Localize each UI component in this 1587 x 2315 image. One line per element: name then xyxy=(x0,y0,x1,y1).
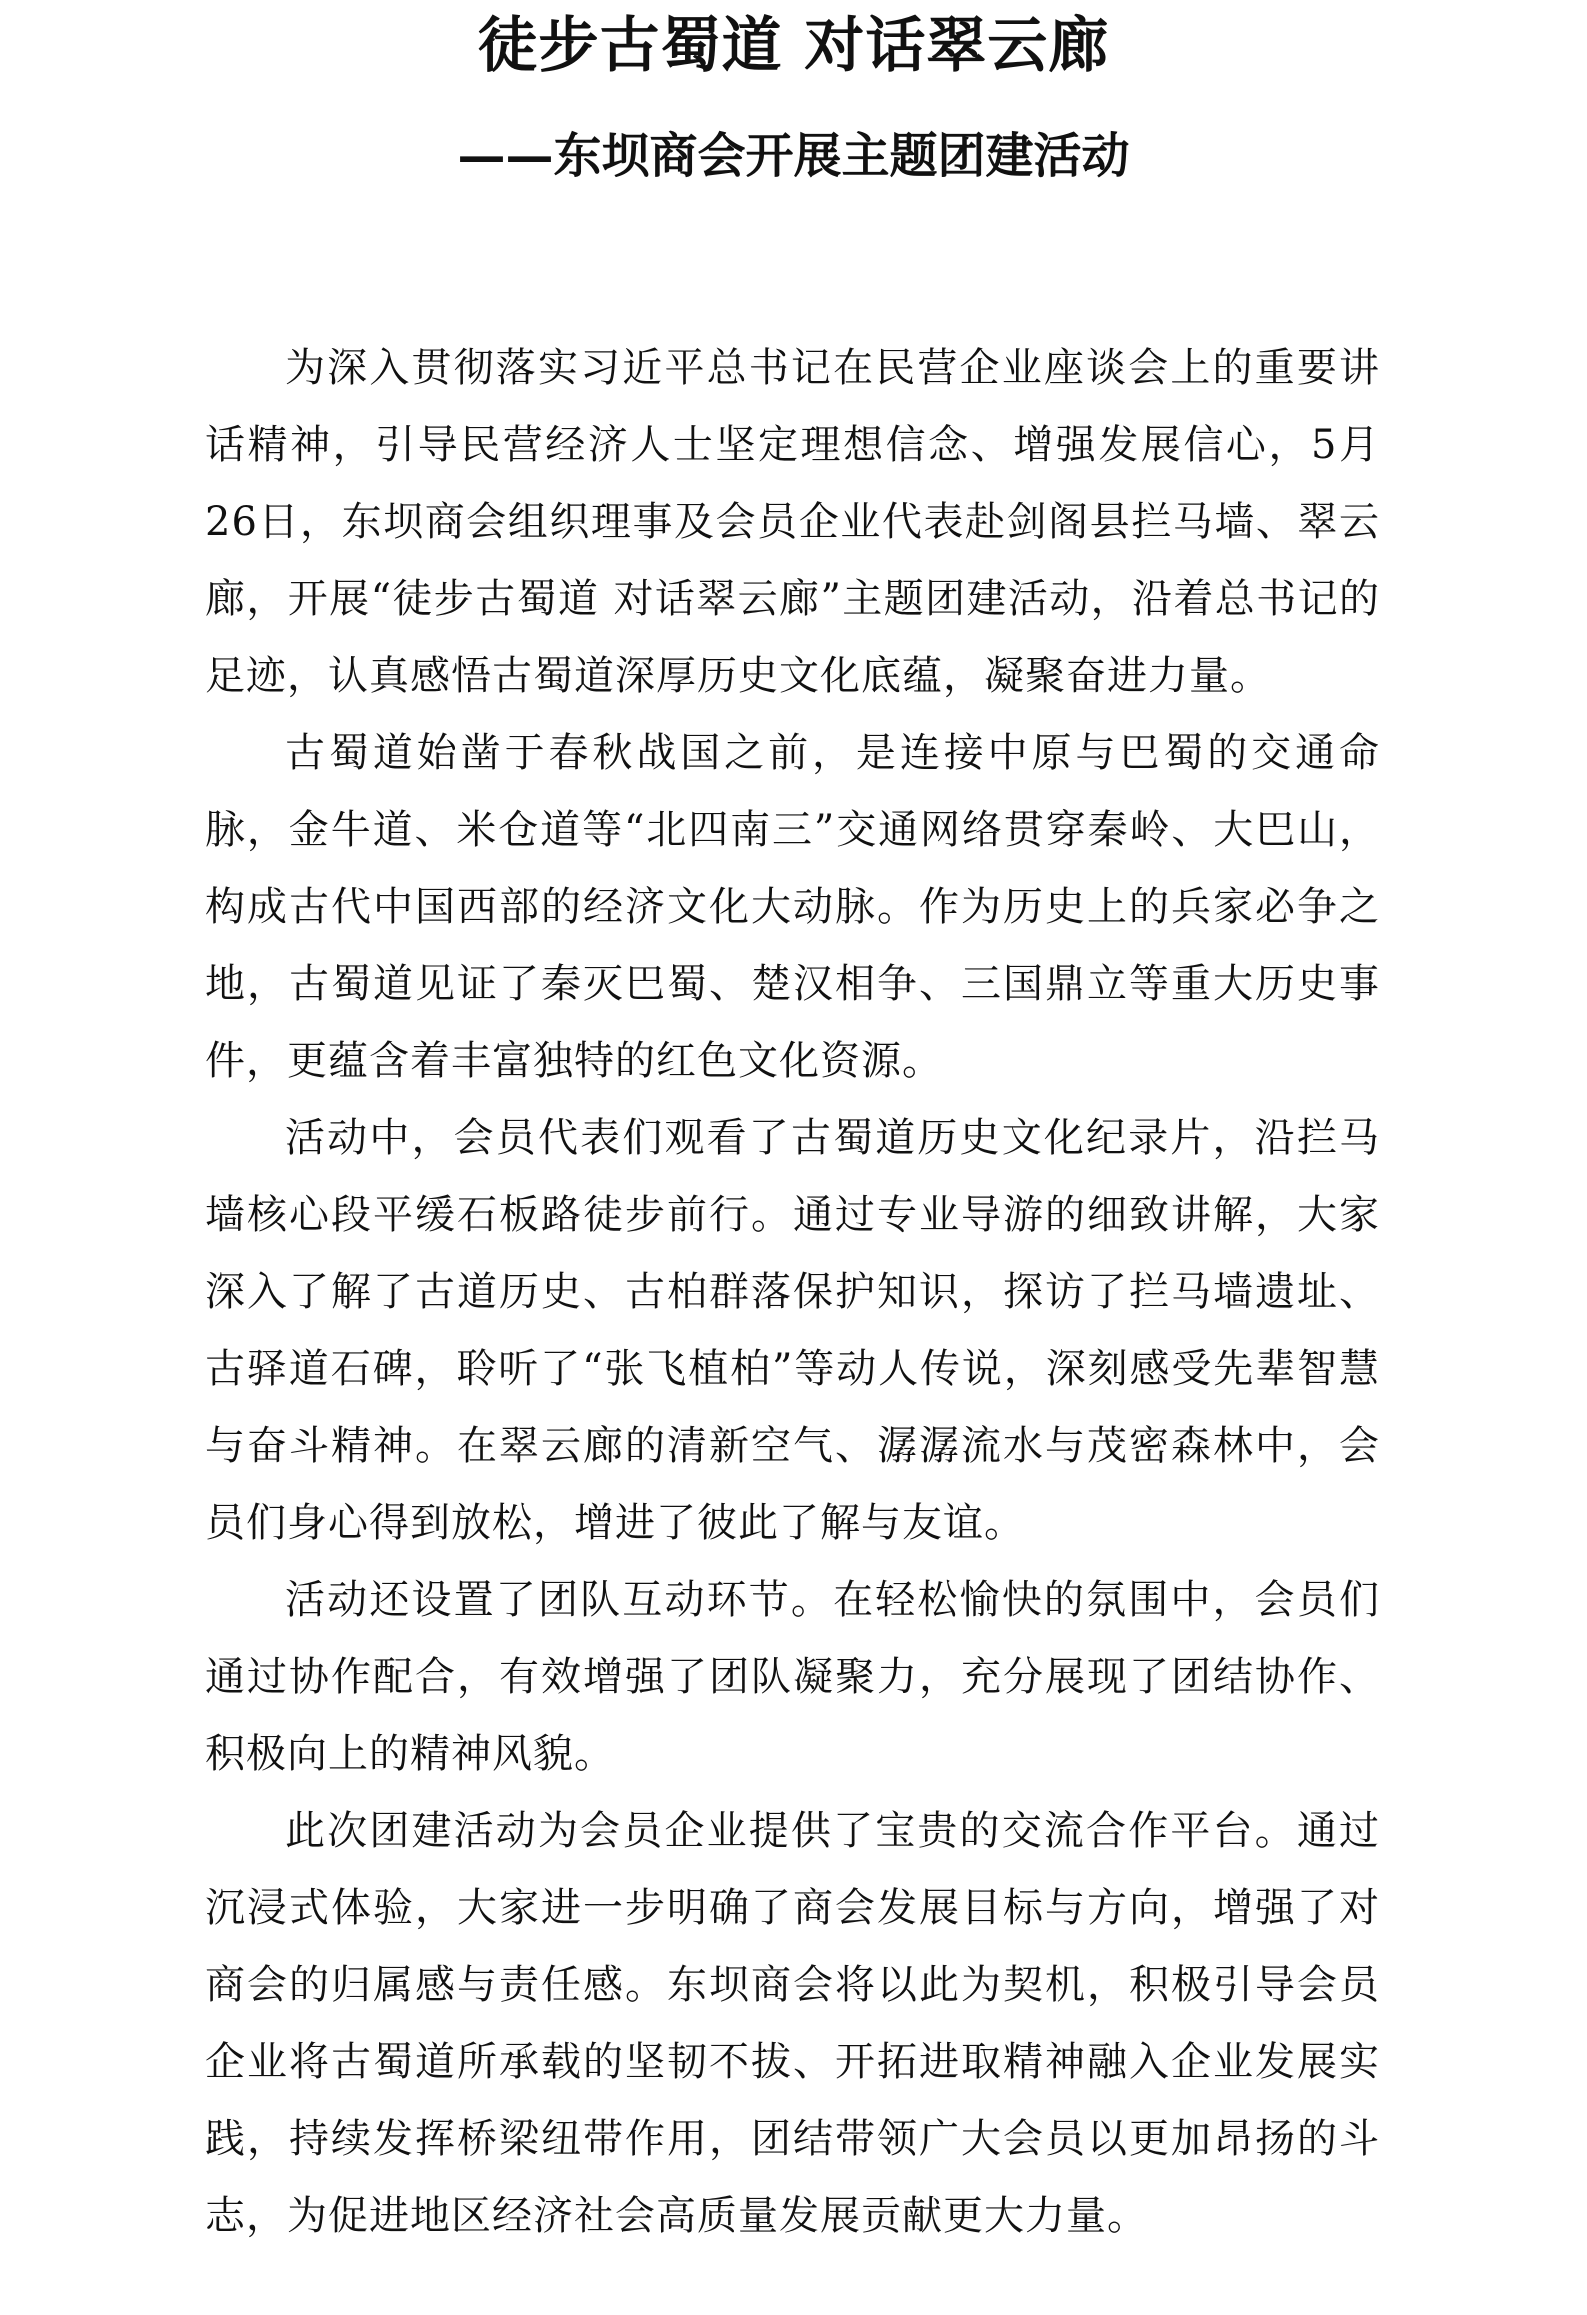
article-body xyxy=(205,330,1380,2255)
paragraph-activity: 活动中，会员代表们观看了古蜀道历史文化纪录片，沿拦马墙核心段平缓石板路徒步前行。通过专业导游的细致讲解，大家深入了解了古道历史、古柏群落保护知识，探访了拦马墙遗址、古驿道石碑，聆听了“张飞植柏”等动人传说，深刻感受先辈智慧与奋斗精神。在翠云廊的清新空气、潺潺流水与茂密森林中，会员们身心得到放松，增进了彼此了解与友谊。 xyxy=(205,1115,1380,1546)
paragraph-conclusion: 此次团建活动为会员企业提供了宝贵的交流合作平台。通过沉浸式体验，大家进一步明确了商会发展目标与方向，增强了对商会的归属感与责任感。东坝商会将以此为契机，积极引导会员企业将古蜀道所承载的坚韧不拔、开拓进取精神融入企业发展实践，持续发挥桥梁纽带作用，团结带领广大会员以更加昂扬的斗志，为促进地区经济社会高质量发展贡献更大力量。 xyxy=(205,1808,1380,2239)
paragraph-intro: 为深入贯彻落实习近平总书记在民营企业座谈会上的重要讲话精神，引导民营经济人士坚定理想信念、增强发展信心，5月26日，东坝商会组织理事及会员企业代表赴剑阁县拦马墙、翠云廊，开展“徒步古蜀道 对话翠云廊”主题团建活动，沿着总书记的足迹，认真感悟古蜀道深厚历史文化底蕴，凝聚奋进力量。 xyxy=(205,345,1380,699)
page-subtitle: ——东坝商会开展主题团建活动 xyxy=(457,128,1130,184)
paragraph-history: 古蜀道始凿于春秋战国之前，是连接中原与巴蜀的交通命脉，金牛道、米仓道等“北四南三”交通网络贯穿秦岭、大巴山，构成古代中国西部的经济文化大动脉。作为历史上的兵家必争之地，古蜀道见证了秦灭巴蜀、楚汉相争、三国鼎立等重大历史事件，更蕴含着丰富独特的红色文化资源。 xyxy=(205,730,1380,1084)
paragraph-team-interaction: 活动还设置了团队互动环节。在轻松愉快的氛围中，会员们通过协作配合，有效增强了团队凝聚力，充分展现了团结协作、积极向上的精神风貌。 xyxy=(205,1577,1380,1777)
page-title: 徒步古蜀道 对话翠云廊 xyxy=(477,11,1110,81)
